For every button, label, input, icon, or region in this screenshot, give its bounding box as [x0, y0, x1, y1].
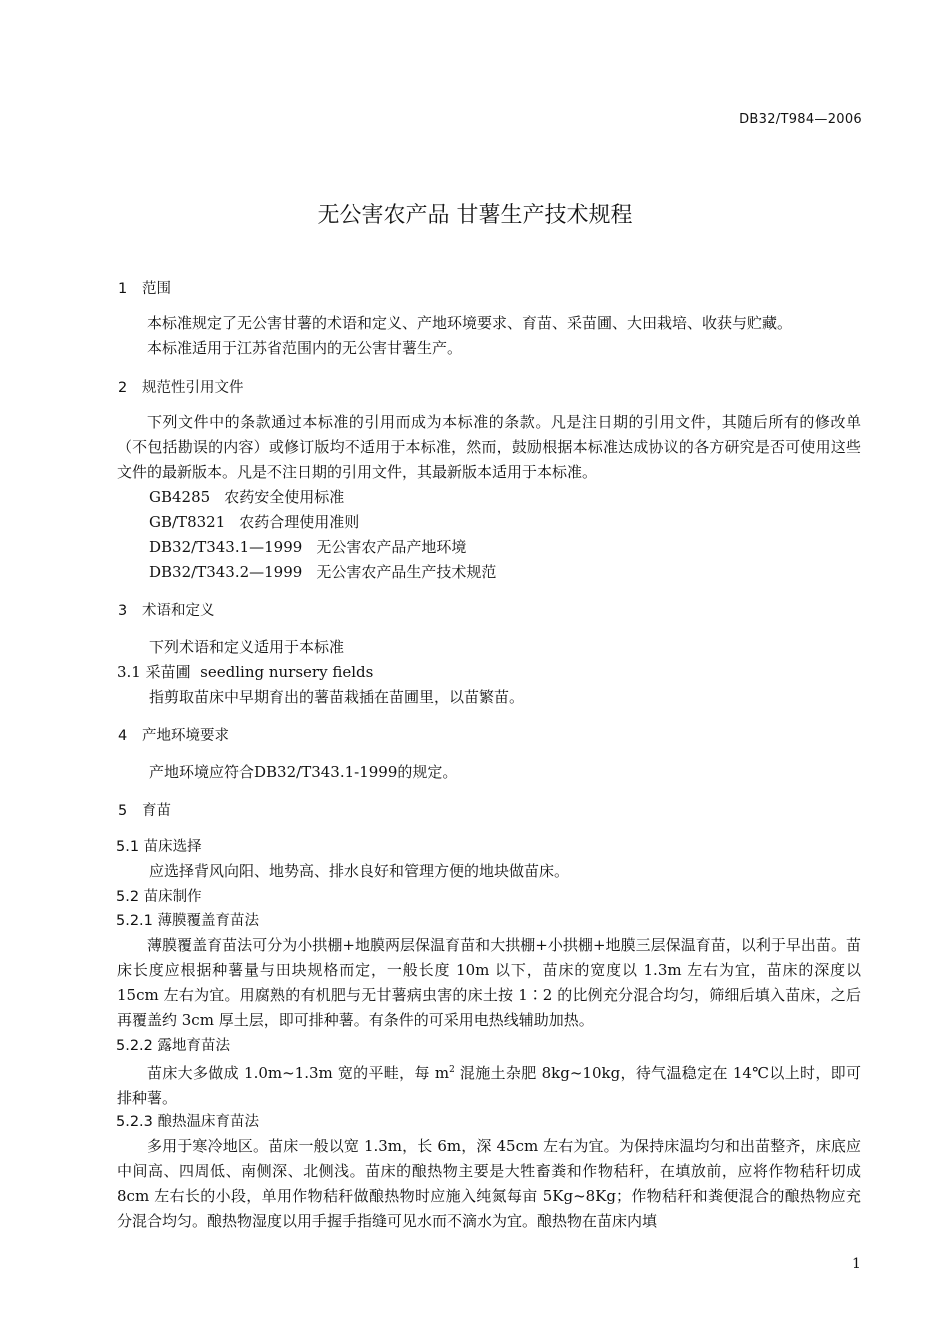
reference-name: 农药合理使用准则	[239, 513, 360, 531]
reference-item	[149, 561, 496, 582]
term-english: seedling nursery fields	[200, 663, 374, 681]
section-1-heading	[118, 277, 171, 298]
section-1-para-1: 本标准规定了无公害甘薯的术语和定义、产地环境要求、育苗、采苗圃、大田栽培、收获与贮藏。	[147, 314, 793, 332]
term-label: 3.1 采苗圃	[117, 663, 191, 681]
subsection-5-1-heading: 5.1 苗床选择	[116, 839, 202, 855]
term-3-1	[117, 661, 373, 682]
section-3-para-1: 下列术语和定义适用于本标准	[149, 638, 345, 656]
reference-name: 无公害农产品产地环境	[316, 538, 467, 556]
reference-code: DB32/T343.2—1999	[149, 563, 303, 581]
section-3-heading	[118, 599, 215, 620]
subsection-5-2-1-para: 薄膜覆盖育苗法可分为小拱棚+地膜两层保温育苗和大拱棚+小拱棚+地膜三层保温育苗，以利于早出苗。苗床长度应根据种薯量与田块规格而定，一般长度 10m 以下，苗床的宽度以 1.3m 左右为宜，苗床的深度以 15cm 左右为宜。用腐熟的有机肥与无甘薯病虫害的床土按 1∶2 的比例充分混合均匀，筛细后填入苗床，之后再覆盖约 3cm 厚土层，即可排种薯。有条件的可采用电热线辅助加热。	[117, 936, 861, 1029]
section-number: 1	[118, 281, 128, 297]
section-5-heading	[118, 799, 171, 820]
section-title: 规范性引用文件	[142, 380, 244, 396]
section-title: 范围	[142, 281, 171, 297]
subsection-5-1-para: 应选择背风向阳、地势高、排水良好和管理方便的地块做苗床。	[149, 862, 570, 880]
para-text-a: 苗床大多做成 1.0m~1.3m 宽的平畦，每 m	[147, 1064, 450, 1082]
section-number: 2	[118, 380, 128, 396]
section-2-heading	[118, 376, 244, 397]
section-2-para-1: 下列文件中的条款通过本标准的引用而成为本标准的条款。凡是注日期的引用文件，其随后所有的修改单（不包括勘误的内容）或修订版均不适用于本标准，然而，鼓励根据本标准达成协议的各方研究是否可使用这些文件的最新版本。凡是不注日期的引用文件，其最新版本适用于本标准。	[117, 413, 861, 481]
subsection-5-2-1-heading: 5.2.1 薄膜覆盖育苗法	[116, 913, 260, 929]
subsection-5-2-heading: 5.2 苗床制作	[116, 889, 202, 905]
reference-name: 无公害农产品生产技术规范	[316, 563, 497, 581]
reference-code: GB/T8321	[149, 513, 226, 531]
doc-code: DB32/T984—2006	[739, 112, 862, 127]
reference-code: GB4285	[149, 488, 211, 506]
subsection-5-2-2-para	[117, 1058, 861, 1111]
section-title: 育苗	[142, 803, 171, 819]
section-title: 术语和定义	[142, 603, 215, 619]
section-4-heading	[118, 724, 229, 745]
subsection-5-2-2-heading: 5.2.2 露地育苗法	[116, 1038, 231, 1054]
section-1-para-2: 本标准适用于江苏省范围内的无公害甘薯生产。	[147, 339, 463, 357]
subsection-5-2-3-heading: 5.2.3 酿热温床育苗法	[116, 1114, 260, 1130]
superscript: 2	[449, 1065, 455, 1075]
reference-item	[149, 511, 359, 532]
section-number: 5	[118, 803, 128, 819]
section-number: 3	[118, 603, 128, 619]
term-3-1-definition: 指剪取苗床中早期育出的薯苗栽插在苗圃里，以苗繁苗。	[149, 688, 525, 706]
page-number: 1	[852, 1256, 861, 1272]
subsection-5-2-3-para: 多用于寒冷地区。苗床一般以宽 1.3m，长 6m，深 45cm 左右为宜。为保持床温均匀和出苗整齐，床底应中间高、四周低、南侧深、北侧浅。苗床的酿热物主要是大牲畜粪和作物秸秆，在填放前，应将作物秸秆切成 8cm 左右长的小段，单用作物秸秆做酿热物时应施入纯氮每亩 5Kg~8Kg；作物秸秆和粪便混合的酿热物应充分混合均匀。酿热物湿度以用手握手指缝可见水而不滴水为宜。酿热物在苗床内填	[117, 1137, 861, 1230]
reference-item	[149, 486, 344, 507]
section-number: 4	[118, 728, 128, 744]
reference-name: 农药安全使用标准	[224, 488, 345, 506]
reference-item	[149, 536, 466, 557]
section-title: 产地环境要求	[142, 728, 229, 744]
reference-code: DB32/T343.1—1999	[149, 538, 303, 556]
page-title: 无公害农产品 甘薯生产技术规程	[317, 203, 633, 228]
para-text-b: 混施土杂肥 8kg~10kg，待气温稳定在 14℃以上时，即可排种薯。	[117, 1064, 861, 1107]
section-4-para-1: 产地环境应符合DB32/T343.1-1999的规定。	[149, 763, 458, 781]
